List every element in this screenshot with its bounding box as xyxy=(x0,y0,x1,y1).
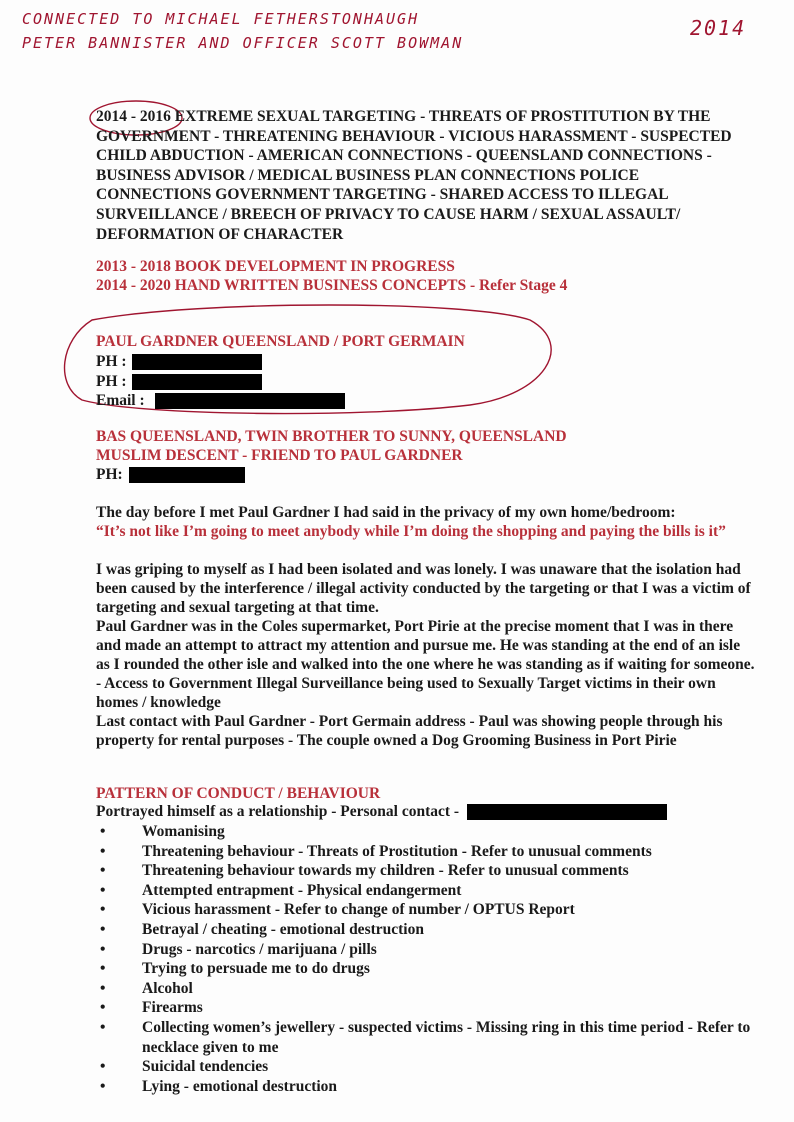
redaction-box xyxy=(155,393,345,409)
redaction-box xyxy=(132,354,262,370)
email-label: Email : xyxy=(96,392,145,409)
timeline-concepts: 2014 - 2020 HAND WRITTEN BUSINESS CONCEPTS - Refer Stage 4 xyxy=(96,277,568,294)
contact-email-row xyxy=(96,391,746,410)
list-item: • Trying to persuade me to do drugs xyxy=(96,959,756,979)
contact-phone-row-1 xyxy=(96,352,746,371)
list-item: • Attempted entrapment - Physical endangerment xyxy=(96,881,756,901)
redaction-box xyxy=(467,804,667,820)
list-item: • Lying - emotional destruction xyxy=(96,1077,756,1097)
list-item: • Suicidal tendencies xyxy=(96,1057,756,1077)
contact2-line2: MUSLIM DESCENT - FRIEND TO PAUL GARDNER xyxy=(96,447,463,464)
list-item: • Drugs - narcotics / marijuana / pills xyxy=(96,940,756,960)
phone-label: PH : xyxy=(96,353,127,370)
list-item: • Womanising xyxy=(96,822,756,842)
list-item: • Threatening behaviour - Threats of Prostitution - Refer to unusual comments xyxy=(96,842,756,862)
list-item: • Collecting women’s jewellery - suspected victims - Missing ring in this time period - Refer to necklace given to me xyxy=(96,1018,756,1057)
list-item: • Betrayal / cheating - emotional destruction xyxy=(96,920,756,940)
narrative-paragraph-3: Last contact with Paul Gardner - Port Germain address - Paul was showing people through his property for rental purposes - The couple owned a Dog Grooming Business in Port Pirie xyxy=(96,713,723,749)
redaction-box xyxy=(129,467,245,483)
contact-title: PAUL GARDNER QUEENSLAND / PORT GERMAIN xyxy=(96,333,465,350)
narrative-paragraph-1: I was griping to myself as I had been isolated and was lonely. I was unaware that the isolation had been caused by the interference / illegal activity conducted by the targeting or that I was a victim of targeting and sexual targeting at that time. xyxy=(96,561,751,616)
handwritten-note-line2: PETER BANNISTER AND OFFICER SCOTT BOWMAN xyxy=(22,34,464,52)
narrative-paragraph-2: Paul Gardner was in the Coles supermarket, Port Pirie at the precise moment that I was in there and made an attempt to attract my attention and pursue me. He was standing at the end of an isle as I rounded the other isle and walked into the one where he was standing as if waiting for someone. - Access to Government Illegal Surveillance being used to Sexually Target victims in their own homes / knowledge xyxy=(96,618,755,711)
handwritten-year: 2014 xyxy=(690,16,747,40)
behaviour-list xyxy=(96,822,756,1096)
list-item: • Threatening behaviour towards my children - Refer to unusual comments xyxy=(96,861,756,881)
contact2-line1: BAS QUEENSLAND, TWIN BROTHER TO SUNNY, QUEENSLAND xyxy=(96,428,567,445)
timeline-book: 2013 - 2018 BOOK DEVELOPMENT IN PROGRESS xyxy=(96,258,455,275)
handwritten-note-line1: CONNECTED TO MICHAEL FETHERSTONHAUGH xyxy=(22,10,420,28)
list-item: • Alcohol xyxy=(96,979,756,999)
pattern-lead-row xyxy=(96,802,746,821)
contact-phone-row-2 xyxy=(96,372,746,391)
phone-label: PH: xyxy=(96,466,123,483)
list-item: • Vicious harassment - Refer to change of number / OPTUS Report xyxy=(96,900,756,920)
phone-label: PH : xyxy=(96,373,127,390)
redaction-box xyxy=(132,374,262,390)
document-heading: 2014 - 2016 EXTREME SEXUAL TARGETING - THREATS OF PROSTITUTION BY THE GOVERNMENT - THREATENING BEHAVIOUR - VICIOUS HARASSMENT - SUSPECTED CHILD ABDUCTION - AMERICAN CONNECTIONS - QUEENSLAND CONNECTIONS - BUSINESS ADVISOR / MEDICAL BUSINESS PLAN CONNECTIONS POLICE CONNECTIONS GOVERNMENT TARGETING - SHARED ACCESS TO ILLEGAL SURVEILLANCE / BREECH OF PRIVACY TO CAUSE HARM / SEXUAL ASSAULT/ DEFORMATION OF CHARACTER xyxy=(96,108,732,243)
contact2-phone-row xyxy=(96,465,746,484)
narrative-intro: The day before I met Paul Gardner I had said in the privacy of my own home/bedroom: xyxy=(96,504,676,521)
narrative-quote: “It’s not like I’m going to meet anybody while I’m doing the shopping and paying the bills is it” xyxy=(96,523,726,540)
pattern-title: PATTERN OF CONDUCT / BEHAVIOUR xyxy=(96,785,381,802)
list-item: • Firearms xyxy=(96,998,756,1018)
pattern-lead: Portrayed himself as a relationship - Personal contact - xyxy=(96,803,460,820)
